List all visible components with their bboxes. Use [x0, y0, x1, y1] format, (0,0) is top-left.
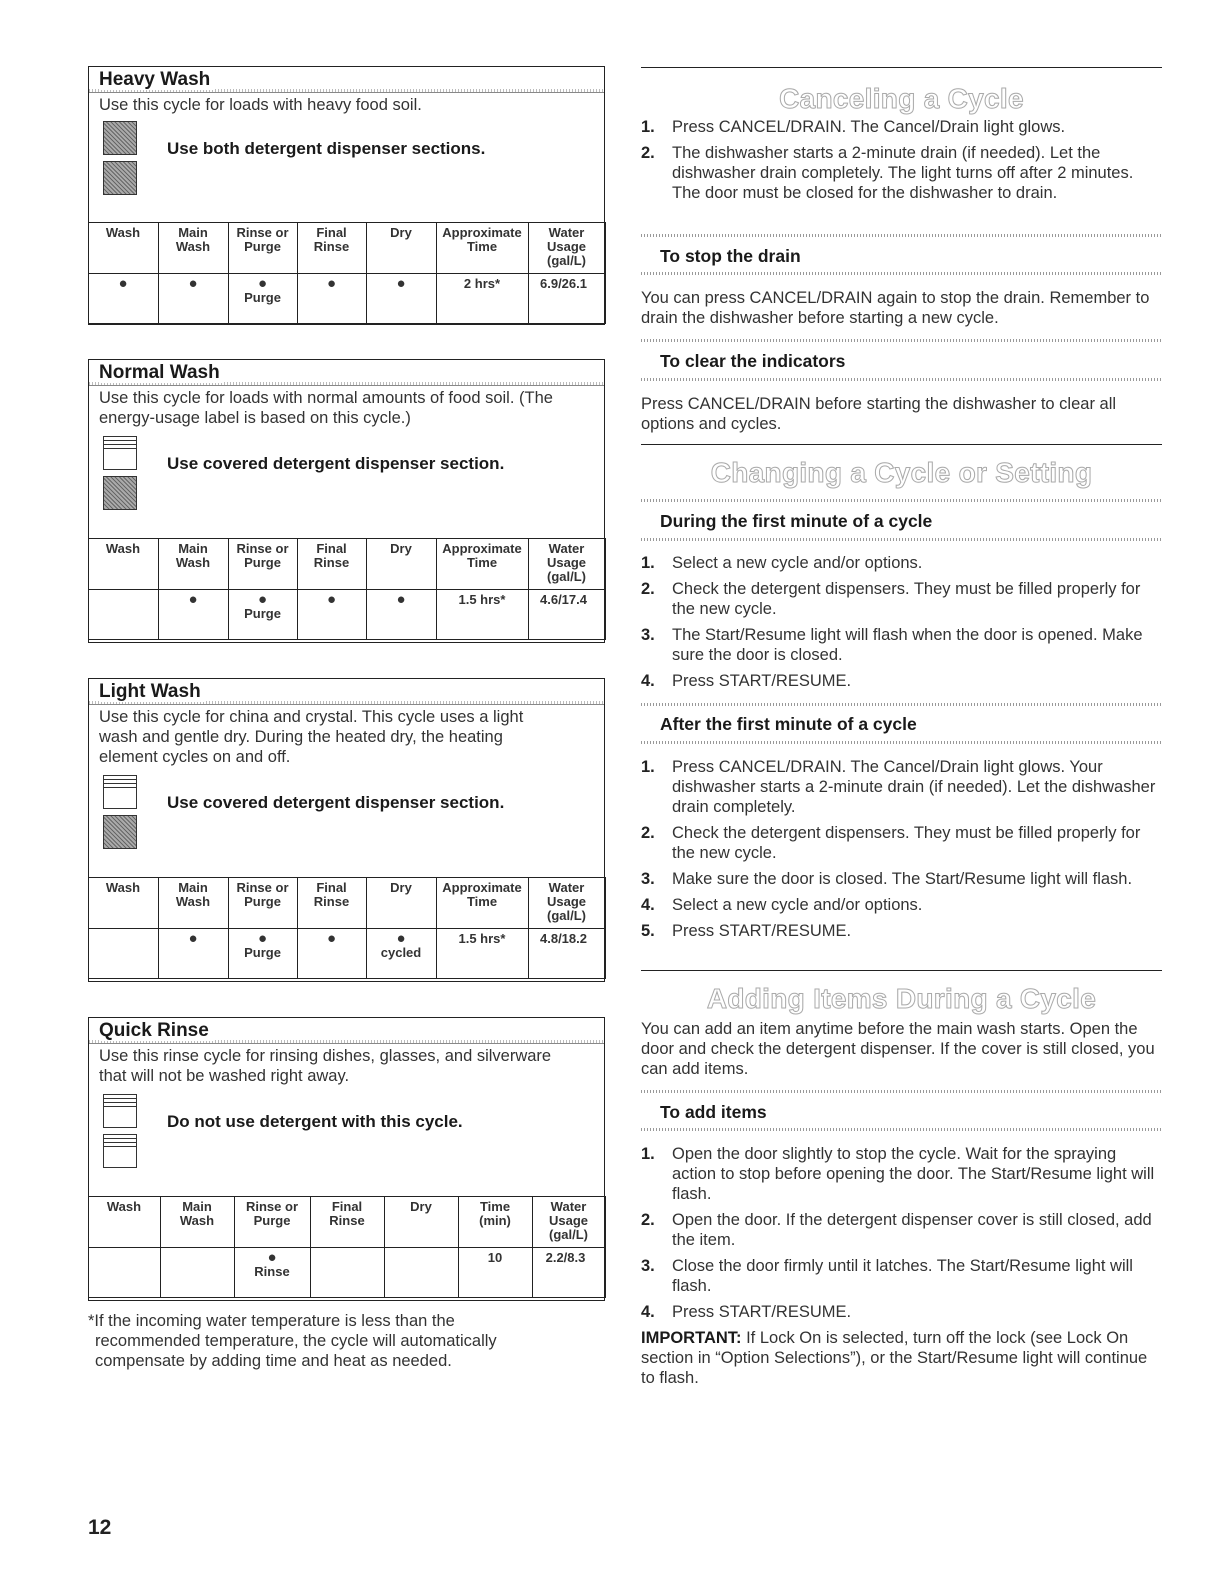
list-item: 3. The Start/Resume light will flash when the door is opened. Make sure the door is closed. [641, 626, 1143, 664]
list-item: 2. The dishwasher starts a 2-minute drain (if needed). Let the dishwasher drain completely. The light turns off after 2 minutes. The door must be closed for the dishwasher to drain. [641, 144, 1134, 202]
section-rule [641, 67, 1162, 68]
cycle-description: Use this cycle for loads with heavy food soil. [99, 96, 422, 114]
col-final-rinse: Final Rinse [297, 223, 366, 274]
clear-indicators-text: Press CANCEL/DRAIN before starting the dishwasher to clear all options and cycles. [641, 395, 1117, 433]
cycle-light-wash [88, 678, 605, 982]
col-wash: Wash [88, 223, 158, 274]
cycle-quick-rinse [88, 1017, 605, 1301]
col-main-wash: Main Wash [158, 223, 228, 274]
table-header-row: Wash Main Wash Rinse or Purge Final Rinse Dry Approximate Time Water Usage (gal/L) [88, 539, 605, 590]
dotted-rule [641, 234, 1162, 237]
list-item: 3. Make sure the door is closed. The Start/Resume light will flash. [641, 870, 1133, 888]
detergent-instruction: Use covered detergent dispenser section. [167, 793, 505, 812]
dotted-rule [641, 1090, 1162, 1093]
dotted-rule [641, 499, 1162, 502]
dotted-rule [641, 1128, 1162, 1131]
table-header-row: Wash Main Wash Rinse or Purge Final Rinse Dry Approximate Time Water Usage (gal/L) [88, 878, 605, 929]
cycle-normal-wash [88, 359, 605, 643]
footnote: *If the incoming water temperature is less than the recommended temperature, the cycle will automatically compensate by adding time and heat as needed. [88, 1312, 497, 1370]
detergent-instruction: Use covered detergent dispenser section. [167, 454, 505, 473]
dotted-rule [641, 272, 1162, 275]
subheading-stop-drain: To stop the drain [660, 246, 801, 266]
table-header-row: Wash Main Wash Rinse or Purge Final Rinse Dry Time (min) Water Usage (gal/L) [88, 1197, 605, 1248]
cycle-table [88, 222, 606, 324]
dotted-rule [641, 339, 1162, 342]
dotted-rule [641, 703, 1162, 706]
dispenser-covered-icon [103, 436, 137, 470]
canceling-steps [641, 117, 1162, 209]
detergent-icons [103, 436, 137, 516]
stop-drain-text: You can press CANCEL/DRAIN again to stop the drain. Remember to drain the dishwasher before starting a new cycle. [641, 289, 1150, 327]
list-item: 2. Check the detergent dispensers. They must be filled properly for the new cycle. [641, 580, 1141, 618]
list-item: 4. Press START/RESUME. [641, 1303, 852, 1321]
subheading-after-first-minute: After the first minute of a cycle [660, 714, 917, 734]
cycle-title: Light Wash [99, 681, 205, 702]
cycle-table [88, 538, 606, 640]
subheading-clear-indicators: To clear the indicators [660, 351, 846, 371]
first-minute-steps [641, 553, 1162, 697]
col-time: Approximate Time [436, 223, 528, 274]
after-first-minute-steps [641, 757, 1162, 947]
cycle-title-bar [89, 679, 604, 705]
list-item: 2. Check the detergent dispensers. They must be filled properly for the new cycle. [641, 824, 1141, 862]
cycle-title-bar [89, 1018, 604, 1044]
detergent-instruction: Do not use detergent with this cycle. [167, 1112, 463, 1131]
adding-intro: You can add an item anytime before the main wash starts. Open the door and check the detergent dispenser. If the cover is still closed, you can add items. [641, 1020, 1155, 1078]
cycle-title: Normal Wash [99, 362, 224, 383]
list-item: 1. Press CANCEL/DRAIN. The Cancel/Drain light glows. [641, 118, 1066, 136]
dispenser-main-icon [103, 121, 137, 155]
dispenser-prewash-icon [103, 161, 137, 195]
table-row: ● ● Purge ● ● cycled 1.5 hrs* 4.8/18.2 [88, 929, 605, 979]
dotted-rule [641, 741, 1162, 744]
cycle-table [88, 877, 606, 979]
dispenser-covered-icon [103, 1134, 137, 1168]
list-item: 4. Press START/RESUME. [641, 672, 852, 690]
col-rinse-purge: Rinse or Purge [228, 223, 297, 274]
section-title-changing: Changing a Cycle or Setting [710, 457, 1093, 488]
table-row: ● Rinse 10 2.2/8.3 [88, 1248, 605, 1298]
cycle-title: Quick Rinse [99, 1020, 213, 1041]
list-item: 1. Select a new cycle and/or options. [641, 554, 923, 572]
dispenser-covered-icon [103, 1094, 137, 1128]
dotted-rule [641, 538, 1162, 541]
detergent-instruction: Use both detergent dispenser sections. [167, 139, 486, 158]
subheading-first-minute: During the first minute of a cycle [660, 511, 933, 531]
dotted-rule [641, 378, 1162, 381]
cycle-title-bar [89, 67, 604, 93]
list-item: 1. Open the door slightly to stop the cycle. Wait for the spraying action to stop before opening the door. The Start/Resume light will flash. [641, 1145, 1155, 1203]
list-item: 2. Open the door. If the detergent dispenser cover is still closed, add the item. [641, 1211, 1152, 1249]
subheading-add-items: To add items [660, 1102, 767, 1122]
detergent-icons [103, 1094, 137, 1174]
list-item: 3. Close the door firmly until it latches. The Start/Resume light will flash. [641, 1257, 1133, 1295]
cycle-description: Use this cycle for loads with normal amounts of food soil. (The energy-usage label is based on this cycle.) [99, 389, 553, 427]
important-note: IMPORTANT: If Lock On is selected, turn off the lock (see Lock On section in “Option Selections”), or the Start/Resume light will continue to flash. [641, 1329, 1148, 1387]
detergent-icons [103, 775, 137, 855]
col-dry: Dry [366, 223, 436, 274]
cycle-description: Use this rinse cycle for rinsing dishes, glasses, and silverware that will not be washed right away. [99, 1047, 552, 1085]
page-number: 12 [88, 1516, 112, 1539]
detergent-icons [103, 121, 137, 201]
col-water: Water Usage (gal/L) [528, 223, 605, 274]
add-items-steps [641, 1144, 1162, 1328]
table-row: ● ● ● Purge ● ● 2 hrs* 6.9/26.1 [88, 274, 605, 324]
dispenser-open-icon [103, 476, 137, 510]
dispenser-open-icon [103, 815, 137, 849]
section-title-adding: Adding Items During a Cycle [706, 983, 1097, 1014]
list-item: 5. Press START/RESUME. [641, 922, 852, 940]
section-rule [641, 444, 1162, 445]
dispenser-covered-icon [103, 775, 137, 809]
cycle-title-bar [89, 360, 604, 386]
list-item: 4. Select a new cycle and/or options. [641, 896, 923, 914]
table-header-row [88, 223, 605, 274]
cycle-table [88, 1196, 606, 1298]
cycle-title: Heavy Wash [99, 69, 214, 90]
list-item: 1. Press CANCEL/DRAIN. The Cancel/Drain light glows. Your dishwasher starts a 2-minute drain (if needed). Let the dishwasher drain completely. [641, 758, 1156, 816]
cycle-heavy-wash [88, 66, 605, 325]
section-rule [641, 970, 1162, 971]
table-row: ● ● Purge ● ● 1.5 hrs* 4.6/17.4 [88, 590, 605, 640]
cycle-description: Use this cycle for china and crystal. This cycle uses a light wash and gentle dry. During the heated dry, the heating element cycles on and off. [99, 708, 524, 766]
section-title-canceling: Canceling a Cycle [779, 83, 1024, 114]
